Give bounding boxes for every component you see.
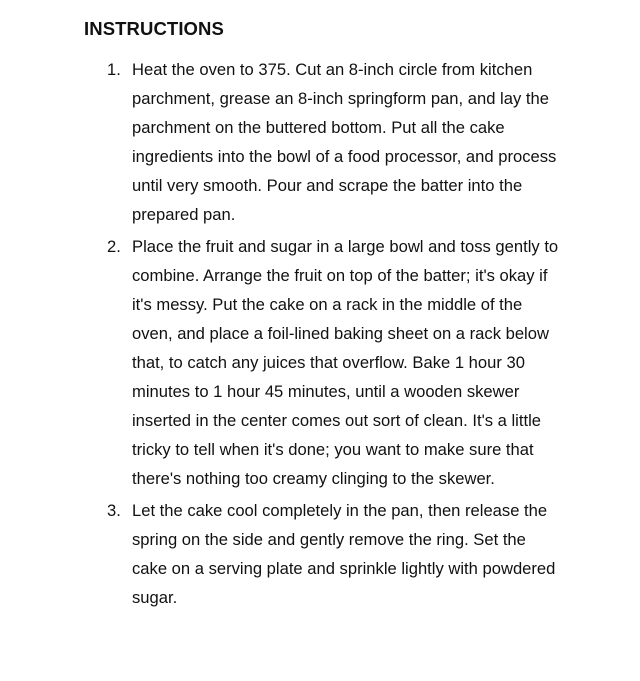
instructions-heading: INSTRUCTIONS bbox=[84, 18, 224, 39]
step-text: Let the cake cool completely in the pan, then release the spring on the side and gently remove the ring. Set the cake on a serving plate and sprinkle lightly with powdered sugar. bbox=[132, 501, 556, 607]
step-text: Heat the oven to 375. Cut an 8-inch circle from kitchen parchment, grease an 8-inch springform pan, and lay the parchment on the buttered bottom. Put all the cake ingredients into the bowl of a food processor, and process until very smooth. Pour and scrape the batter into the prepared pan. bbox=[132, 60, 557, 224]
instruction-step-1 bbox=[0, 55, 564, 229]
instructions-list bbox=[0, 55, 640, 615]
instruction-step-3 bbox=[0, 496, 564, 612]
step-text: Place the fruit and sugar in a large bowl and toss gently to combine. Arrange the fruit on top of the batter; it's okay if it's messy. Put the cake on a rack in the middle of the oven, and place a foil-lined baking sheet on a rack below that, to catch any juices that overflow. Bake 1 hour 30 minutes to 1 hour 45 minutes, until a wooden skewer inserted in the center comes out sort of clean. It's a little tricky to tell when it's done; you want to make sure that there's nothing too creamy clinging to the skewer. bbox=[132, 237, 559, 488]
instruction-step-2 bbox=[0, 232, 564, 493]
step-number: 3. bbox=[107, 501, 121, 520]
step-number: 2. bbox=[107, 237, 121, 256]
step-number: 1. bbox=[107, 60, 121, 79]
